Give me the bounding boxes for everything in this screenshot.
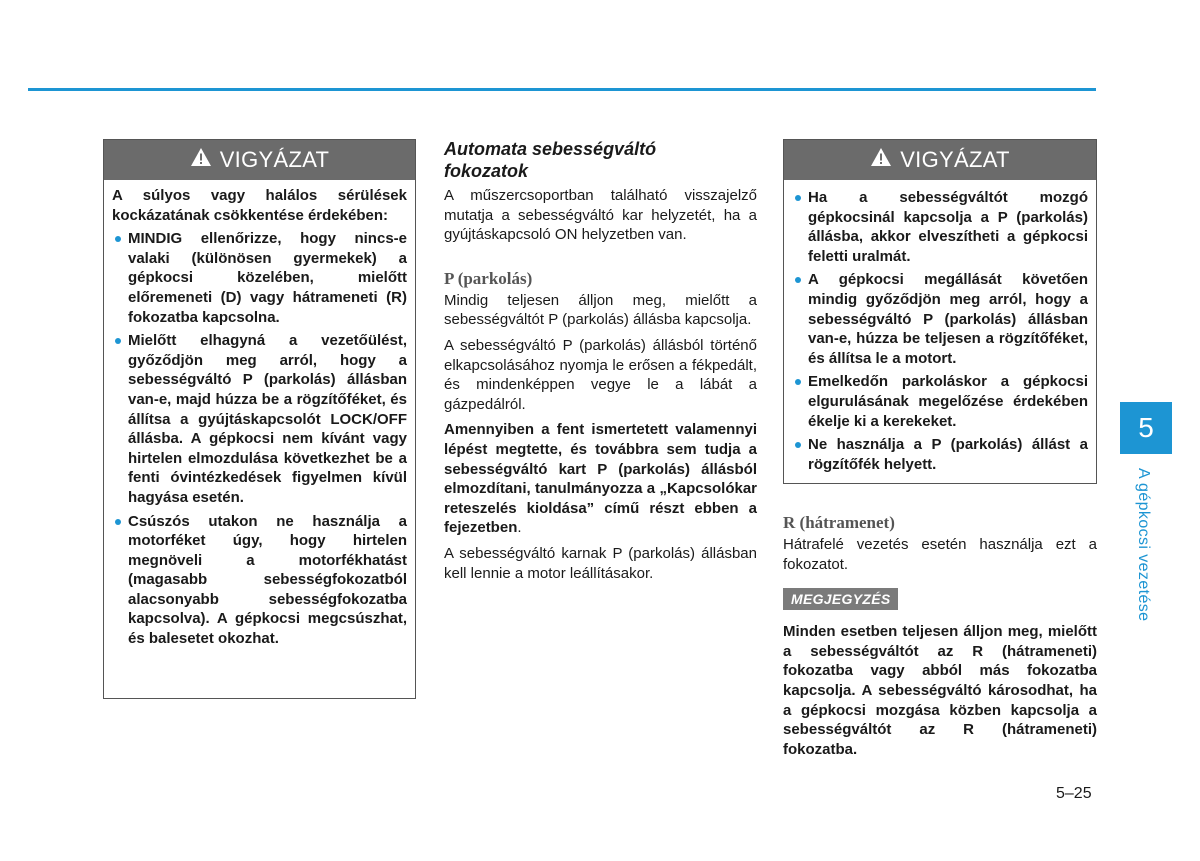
section-title: Automata sebességváltó fokozatok (444, 139, 657, 181)
warning-title: VIGYÁZAT (219, 147, 330, 172)
chapter-number-tab: 5 (1120, 402, 1172, 454)
warning-item: Ha a sebességváltót mozgó gépkocsinál kapcsolja a P (parkolás) állásba, akkor elveszítheti a gépkocsi feletti uralmát. (792, 188, 1088, 266)
note-badge-wrap (783, 588, 1097, 610)
note-text: Minden esetben teljesen álljon meg, mielőtt a sebességváltót az R (hátrameneti) fokozatba vagy abból más fokozatba kapcsolja. A sebességváltó károsodhat, ha a gépkocsi mozgása közben kapcsolja a sebességváltót az R (hátrameneti) fokozatba. (783, 623, 1097, 758)
warning-list (792, 188, 1088, 474)
warning-item: Ne használja a P (parkolás) állást a rögzítőfék helyett. (792, 435, 1088, 474)
warning-header (784, 140, 1096, 180)
page-number: 5–25 (1056, 785, 1092, 802)
p-paragraph-3-end: . (517, 519, 522, 537)
warning-header (104, 140, 415, 180)
p-heading: P (parkolás) (444, 268, 533, 288)
top-rule (28, 88, 1096, 91)
warning-triangle-icon (190, 147, 212, 173)
chapter-label-text: A gépkocsi vezetése (1135, 468, 1152, 622)
right-lower-column (783, 513, 1097, 759)
p-paragraph-2: A sebességváltó P (parkolás) állásból történő elkapcsolásához nyomja le erősen a fékpedált, és mindenképpen vegye le a lábát a gázpedálról. (444, 336, 757, 413)
r-paragraph: Hátrafelé vezetés esetén használja ezt a fokozatot. (783, 536, 1097, 573)
p-paragraph-1: Mindig teljesen álljon meg, mielőtt a sebességváltót P (parkolás) állásba kapcsolja. (444, 291, 757, 329)
p-paragraph-3 (444, 420, 757, 538)
note-badge: MEGJEGYZÉS (783, 588, 898, 610)
warning-item: Emelkedőn parkoláskor a gépkocsi elgurulásának megelőzése érdekében ékelje ki a kerekeket. (792, 372, 1088, 431)
warning-box-left (103, 139, 416, 699)
warning-intro: A súlyos vagy halálos sérülések kockázatának csökkentése érdekében: (112, 187, 407, 224)
intro-paragraph: A műszercsoportban található visszajelző mutatja a sebességváltó kar helyzetét, ha a gyújtáskapcsoló ON helyzetben van. (444, 187, 757, 244)
warning-item: Mielőtt elhagyná a vezetőülést, győződjön meg arról, hogy a sebességváltó P (parkolás) állásban van-e, majd húzza be a rögzítőféket, és állítsa a gyújtáskapcsolót LOCK/OFF állásba. A gépkocsi nem kívánt vagy hirtelen elmozdulása következhet be a fenti óvintézkedések figyelmen kívül hagyása esetén. (112, 331, 407, 507)
warning-list (112, 229, 407, 648)
p-paragraph-4: A sebességváltó karnak P (parkolás) állásban kell lennie a motor leállításakor. (444, 544, 757, 582)
warning-title: VIGYÁZAT (900, 147, 1010, 172)
r-heading: R (hátramenet) (783, 513, 895, 532)
warning-item: Csúszós utakon ne használja a motorféket úgy, hogy hirtelen megnöveli a motorfékhatást (magasabb sebességfokozatból alacsonyabb sebességfokozatba kapcsolva). A gépkocsi megcsúszhat, és balesetet okozhat. (112, 512, 407, 649)
warning-body (784, 180, 1096, 484)
warning-triangle-icon (870, 147, 892, 173)
warning-body (104, 180, 415, 659)
chapter-label (1130, 468, 1154, 630)
warning-item: A gépkocsi megállását követően mindig győződjön meg arról, hogy a sebességváltó P (parkolás) állásban van-e, húzza be teljesen a rögzítőféket, és állítsa le a motort. (792, 270, 1088, 368)
middle-column (444, 138, 757, 583)
p-paragraph-3-bold: Amennyiben a fent ismertetett valamennyi lépést megtette, és továbbra sem tudja a sebességváltó kart P (parkolás) állásból elmozdítani, tanulmányozza a „Kapcsolókar reteszelés kioldása” című részt ebben a fejezetben (444, 421, 757, 537)
warning-box-right (783, 139, 1097, 484)
warning-item: MINDIG ellenőrizze, hogy nincs-e valaki (különösen gyermekek) a gépkocsi közelében, mielőtt előremeneti (D) vagy hátrameneti (R) fokozatba kapcsolna. (112, 229, 407, 327)
